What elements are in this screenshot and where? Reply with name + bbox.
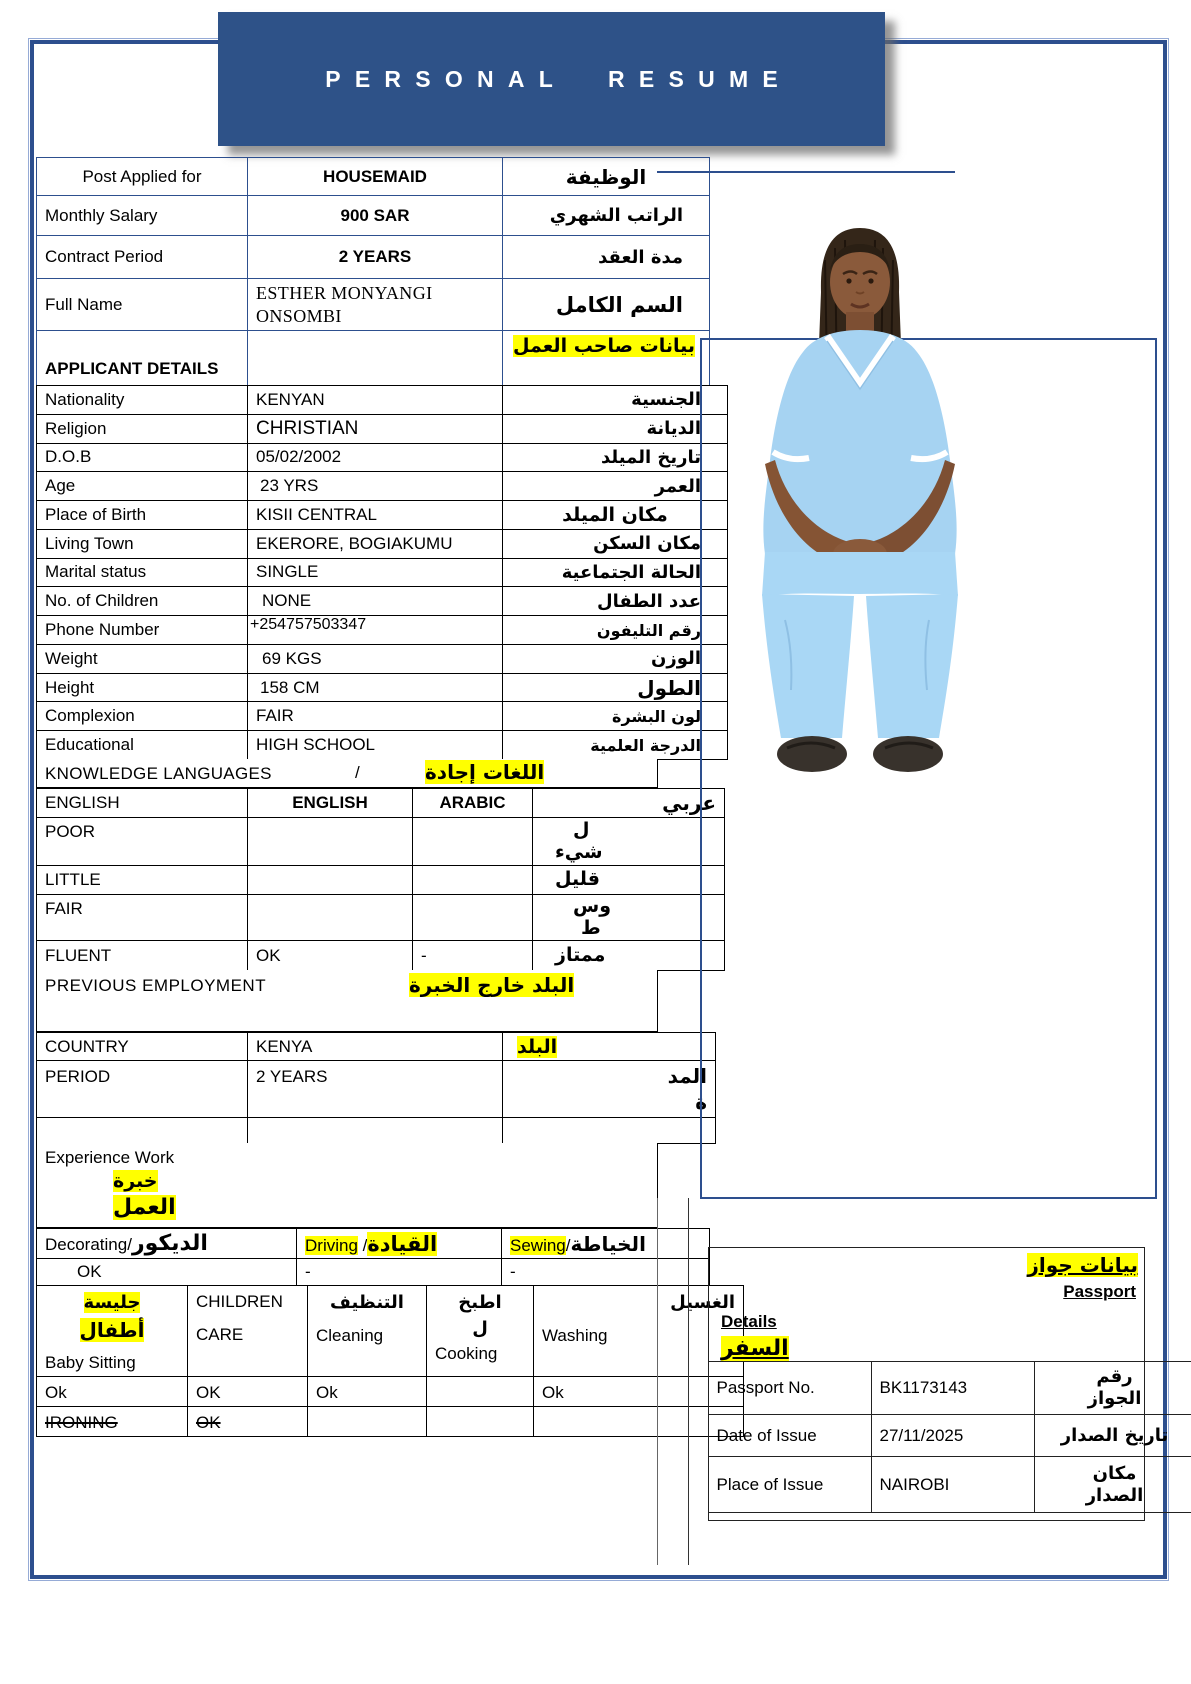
field-label: Contract Period bbox=[37, 236, 248, 279]
skill-value: Ok bbox=[308, 1376, 427, 1406]
row-header: ENGLISH bbox=[37, 789, 248, 818]
field-label: Age bbox=[37, 472, 248, 501]
table-row bbox=[37, 501, 728, 530]
field-arabic bbox=[503, 1118, 716, 1144]
skills-header-table bbox=[36, 1228, 710, 1286]
skill-label-ar: الخياطة bbox=[570, 1231, 646, 1256]
field-arabic: تاريخ الميلد bbox=[503, 443, 728, 472]
field-value: HIGH SCHOOL bbox=[248, 731, 503, 760]
section-label: KNOWLEDGE LANGUAGES bbox=[45, 764, 272, 783]
skill-label-ar: الغسيل bbox=[670, 1292, 735, 1313]
table-row bbox=[37, 472, 728, 501]
column-header-arabic: عربي bbox=[533, 789, 725, 818]
arabic-line: ة bbox=[695, 1090, 707, 1114]
skill-label-en: Driving bbox=[305, 1235, 358, 1255]
field-label: Monthly Salary bbox=[37, 196, 248, 236]
field-arabic: الراتب الشهري bbox=[503, 196, 710, 236]
separator: / bbox=[565, 1235, 571, 1255]
table-row bbox=[37, 443, 728, 472]
arabic-line: الصدار bbox=[1085, 1484, 1144, 1506]
table-row bbox=[37, 386, 728, 415]
field-arabic: الحالة الجتماعية bbox=[503, 558, 728, 587]
skill-cleaning bbox=[308, 1286, 427, 1377]
level-label: LITTLE bbox=[37, 866, 248, 895]
skill-value bbox=[427, 1376, 534, 1406]
table-row bbox=[37, 1286, 744, 1377]
table-row bbox=[37, 731, 728, 760]
skill-label-en: Cleaning bbox=[316, 1326, 384, 1346]
level-arabic-col: - bbox=[413, 941, 533, 971]
skill-driving bbox=[297, 1229, 502, 1259]
field-label: Nationality bbox=[37, 386, 248, 415]
applicant-photo bbox=[715, 220, 1005, 786]
skill-label-ar: القيادة bbox=[367, 1231, 438, 1256]
field-label: D.O.B bbox=[37, 443, 248, 472]
field-arabic: الدرجة العلمية bbox=[503, 731, 728, 760]
field-value: NAIROBI bbox=[871, 1457, 1034, 1513]
skill-children-care bbox=[188, 1286, 308, 1377]
table-row bbox=[37, 789, 725, 818]
skill-value: Ok bbox=[37, 1376, 188, 1406]
level-arabic-col bbox=[413, 895, 533, 941]
passport-details-arabic: السفر bbox=[721, 1336, 789, 1361]
field-arabic bbox=[503, 331, 710, 386]
table-row bbox=[37, 414, 728, 443]
field-arabic: عدد الطفال bbox=[503, 587, 728, 616]
skill-label-ar: التنظيف bbox=[330, 1292, 404, 1313]
table-row bbox=[37, 616, 728, 645]
skill-value: OK bbox=[188, 1376, 308, 1406]
field-value: HOUSEMAID bbox=[248, 158, 503, 196]
field-arabic: لون البشرة bbox=[503, 702, 728, 731]
arabic-line: شيء bbox=[555, 840, 603, 863]
skill-label-en: CARE bbox=[196, 1324, 244, 1344]
skills-grid-table bbox=[36, 1285, 744, 1437]
divider-line bbox=[657, 171, 955, 173]
level-arabic bbox=[533, 818, 725, 866]
field-arabic: السم الكامل bbox=[503, 279, 710, 331]
skill-decorating bbox=[37, 1229, 297, 1259]
full-name-value: ESTHER MONYANGI ONSOMBI bbox=[248, 279, 503, 331]
field-value bbox=[248, 1118, 503, 1144]
table-row bbox=[37, 1406, 744, 1436]
level-arabic-col bbox=[413, 818, 533, 866]
empty-cell bbox=[427, 1406, 534, 1436]
field-label: COUNTRY bbox=[37, 1033, 248, 1061]
field-value: KISII CENTRAL bbox=[248, 501, 503, 530]
field-value: NONE bbox=[248, 587, 503, 616]
passport-table bbox=[708, 1361, 1191, 1513]
highlighted-arabic: البلد bbox=[517, 1035, 558, 1058]
table-row bbox=[37, 1229, 710, 1259]
skill-value: OK bbox=[37, 1259, 297, 1286]
level-label: FAIR bbox=[37, 895, 248, 941]
field-label: Complexion bbox=[37, 702, 248, 731]
field-label: PERIOD bbox=[37, 1061, 248, 1118]
field-label: Date of Issue bbox=[708, 1415, 871, 1457]
highlighted-arabic: البلد خارج الخبرة bbox=[409, 973, 575, 997]
level-english bbox=[248, 895, 413, 941]
table-row bbox=[37, 941, 725, 971]
skill-cooking bbox=[427, 1286, 534, 1377]
skill-value: - bbox=[297, 1259, 502, 1286]
field-value: SINGLE bbox=[248, 558, 503, 587]
field-arabic: الديانة bbox=[503, 414, 728, 443]
table-row bbox=[708, 1457, 1191, 1513]
table-row bbox=[37, 866, 725, 895]
field-arabic: رقم التليفون bbox=[503, 616, 728, 645]
field-arabic: العمر bbox=[503, 472, 728, 501]
level-english bbox=[248, 866, 413, 895]
field-value: 23 YRS bbox=[248, 472, 503, 501]
applicant-details-table bbox=[36, 385, 728, 760]
section-label: PREVIOUS EMPLOYMENT bbox=[45, 976, 267, 995]
field-value: +254757503347 bbox=[248, 616, 503, 645]
skill-sewing bbox=[502, 1229, 710, 1259]
arabic-line: وس bbox=[573, 894, 612, 917]
table-row bbox=[37, 1033, 716, 1061]
field-label: Weight bbox=[37, 644, 248, 673]
skill-label-ar: ل bbox=[472, 1318, 488, 1340]
skill-label-ar: اطبخ bbox=[458, 1292, 502, 1313]
field-label: Passport No. bbox=[708, 1362, 871, 1415]
field-label: Place of Issue bbox=[708, 1457, 871, 1513]
level-english: OK bbox=[248, 941, 413, 971]
field-value: 900 SAR bbox=[248, 196, 503, 236]
field-arabic: الجنسية bbox=[503, 386, 728, 415]
field-arabic: الوزن bbox=[503, 644, 728, 673]
arabic-line: مكان bbox=[1092, 1462, 1137, 1484]
languages-table bbox=[36, 788, 725, 971]
level-arabic: ممتاز bbox=[533, 941, 725, 971]
highlighted-arabic: خبرة bbox=[113, 1170, 158, 1192]
separator: / bbox=[357, 1235, 368, 1255]
field-arabic: مكان الميلد bbox=[503, 501, 728, 530]
skill-label-en: Washing bbox=[542, 1326, 608, 1346]
table-row bbox=[37, 1376, 744, 1406]
field-arabic: مدة العقد bbox=[503, 236, 710, 279]
column-header: ARABIC bbox=[413, 789, 533, 818]
field-value: KENYA bbox=[248, 1033, 503, 1061]
table-row bbox=[37, 1259, 710, 1286]
field-value: KENYAN bbox=[248, 386, 503, 415]
table-row bbox=[37, 1118, 716, 1144]
skill-label-ar: الديكور bbox=[131, 1231, 208, 1256]
applicant-top-table bbox=[36, 157, 710, 386]
section-label: Experience Work bbox=[45, 1148, 175, 1167]
field-value: 69 KGS bbox=[248, 644, 503, 673]
separator: / bbox=[355, 763, 360, 782]
highlighted-arabic: العمل bbox=[113, 1195, 176, 1220]
table-row bbox=[37, 558, 728, 587]
field-value: 2 YEARS bbox=[248, 1061, 503, 1118]
level-arabic bbox=[533, 895, 725, 941]
field-label: Phone Number bbox=[37, 616, 248, 645]
field-value bbox=[248, 331, 503, 386]
field-value: FAIR bbox=[248, 702, 503, 731]
arabic-line: ل bbox=[573, 818, 590, 841]
highlighted-arabic: اللغات إجادة bbox=[425, 760, 545, 784]
table-row bbox=[37, 1061, 716, 1118]
field-arabic: الوظيفة bbox=[503, 158, 710, 196]
table-row bbox=[37, 587, 728, 616]
table-row bbox=[37, 673, 728, 702]
section-label: APPLICANT DETAILS bbox=[37, 331, 248, 386]
table-row bbox=[37, 196, 710, 236]
highlighted-arabic: بيانات صاحب العمل bbox=[513, 335, 695, 357]
empty-cell bbox=[308, 1406, 427, 1436]
field-value: 27/11/2025 bbox=[871, 1415, 1034, 1457]
table-row bbox=[37, 529, 728, 558]
passport-details-label: Details bbox=[721, 1312, 777, 1331]
field-label bbox=[37, 1118, 248, 1144]
languages-section-row bbox=[36, 759, 658, 788]
field-value: 2 YEARS bbox=[248, 236, 503, 279]
column-header: ENGLISH bbox=[248, 789, 413, 818]
field-value: EKERORE, BOGIAKUMU bbox=[248, 529, 503, 558]
header-band bbox=[218, 12, 885, 146]
passport-section bbox=[708, 1247, 1169, 1521]
field-label: Height bbox=[37, 673, 248, 702]
field-arabic: تاريخ الصدار bbox=[1034, 1415, 1191, 1457]
field-label: No. of Children bbox=[37, 587, 248, 616]
skill-label-en: Cooking bbox=[435, 1344, 498, 1364]
previous-employment-row bbox=[36, 970, 658, 1032]
skill-label-en: Baby Sitting bbox=[45, 1353, 136, 1373]
field-value: 05/02/2002 bbox=[248, 443, 503, 472]
divider-line bbox=[688, 1198, 689, 1565]
table-row bbox=[708, 1362, 1191, 1415]
field-arabic bbox=[1034, 1362, 1191, 1415]
skill-value: Ok bbox=[534, 1376, 744, 1406]
field-label: Religion bbox=[37, 414, 248, 443]
skill-label-en: Sewing bbox=[510, 1235, 566, 1255]
field-arabic bbox=[503, 1033, 716, 1061]
skill-value: - bbox=[502, 1259, 710, 1286]
field-arabic: الطول bbox=[503, 673, 728, 702]
arabic-line: الجواز bbox=[1087, 1388, 1142, 1409]
field-value: 158 CM bbox=[248, 673, 503, 702]
field-label: Educational bbox=[37, 731, 248, 760]
table-row bbox=[37, 331, 710, 386]
skill-label-ar: أطفال bbox=[79, 1318, 145, 1343]
passport-title: Passport bbox=[1063, 1282, 1136, 1301]
arabic-line: ط bbox=[581, 916, 601, 939]
field-label: Post Applied for bbox=[37, 158, 248, 196]
level-english bbox=[248, 818, 413, 866]
skill-label-ar: جليسة bbox=[83, 1292, 141, 1313]
divider-line bbox=[657, 1198, 658, 1565]
skill-babysitting bbox=[37, 1286, 188, 1377]
skill-label-en: CHILDREN bbox=[196, 1292, 283, 1311]
field-value: BK1173143 bbox=[871, 1362, 1034, 1415]
arabic-line: رقم bbox=[1096, 1366, 1133, 1388]
table-row bbox=[37, 644, 728, 673]
arabic-line: المد bbox=[667, 1064, 707, 1088]
table-row bbox=[37, 818, 725, 866]
ironing-label: IRONING bbox=[37, 1406, 188, 1436]
table-row bbox=[708, 1415, 1191, 1457]
field-value: CHRISTIAN bbox=[248, 414, 503, 443]
table-row bbox=[37, 895, 725, 941]
employment-table bbox=[36, 1032, 716, 1144]
field-arabic: مكان السكن bbox=[503, 529, 728, 558]
ironing-value: OK bbox=[188, 1406, 308, 1436]
passport-title-arabic: بيانات جواز bbox=[1027, 1253, 1138, 1277]
field-arabic bbox=[503, 1061, 716, 1118]
table-row bbox=[37, 702, 728, 731]
table-row bbox=[37, 236, 710, 279]
table-row bbox=[37, 279, 710, 331]
field-label: Living Town bbox=[37, 529, 248, 558]
level-label: FLUENT bbox=[37, 941, 248, 971]
skill-label-en: Decorating/ bbox=[45, 1235, 132, 1254]
level-label: POOR bbox=[37, 818, 248, 866]
field-label: Marital status bbox=[37, 558, 248, 587]
table-row bbox=[37, 158, 710, 196]
level-arabic: قليل bbox=[533, 866, 725, 895]
field-arabic bbox=[1034, 1457, 1191, 1513]
field-label: Full Name bbox=[37, 279, 248, 331]
level-arabic-col bbox=[413, 866, 533, 895]
experience-work-row bbox=[36, 1143, 658, 1228]
field-label: Place of Birth bbox=[37, 501, 248, 530]
page-title: PERSONAL RESUME bbox=[325, 65, 793, 92]
